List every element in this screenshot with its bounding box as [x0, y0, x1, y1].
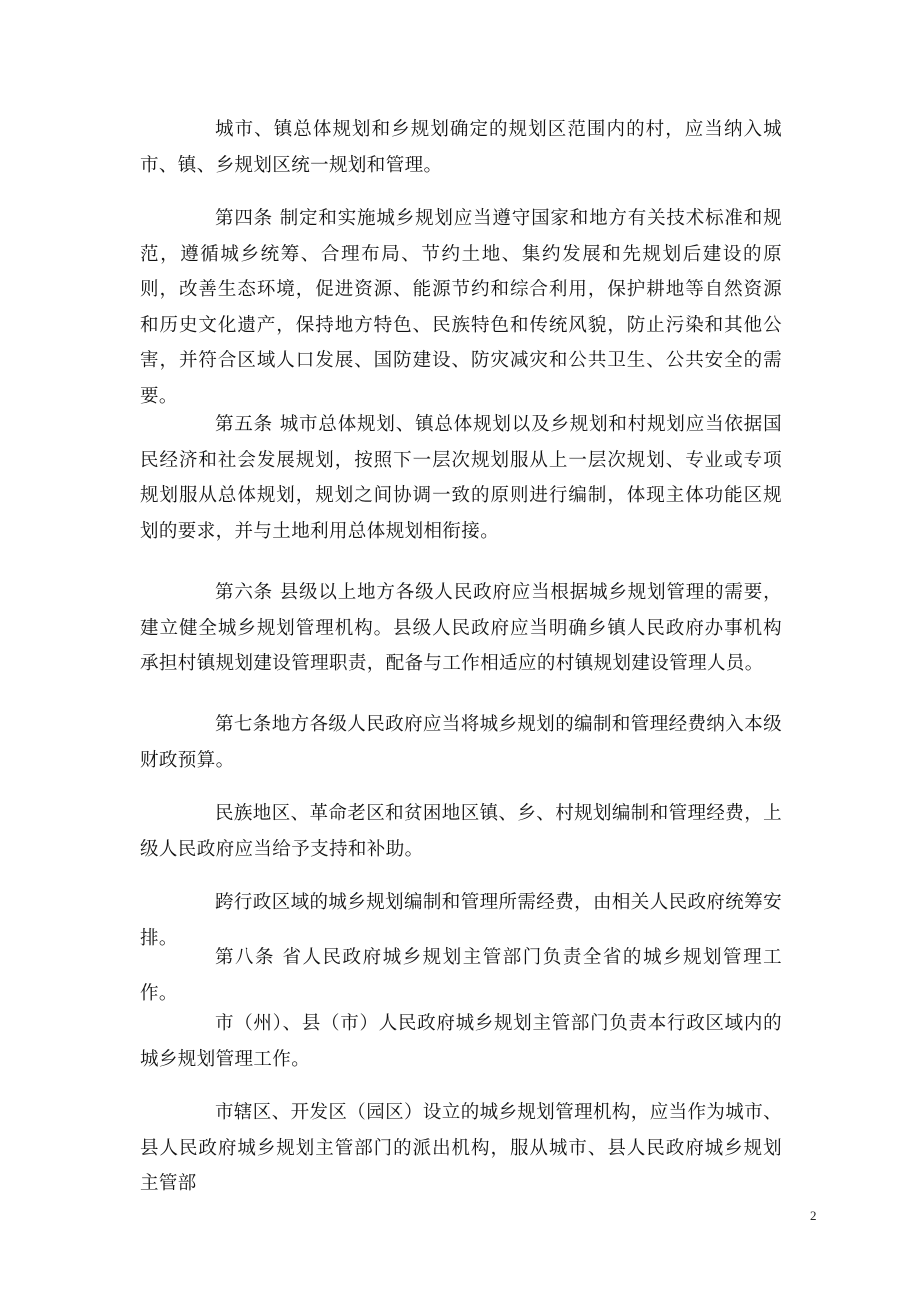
paragraph-cross-region-funding: 跨行政区域的城乡规划编制和管理所需经费，由相关人民政府统筹安排。	[140, 892, 783, 949]
paragraph-article-6: 第六条 县级以上地方各级人民政府应当根据城乡规划管理的需要，建立健全城乡规划管理机构。县级人民政府应当明确乡镇人民政府办事机构承担村镇规划建设管理职责，配备与工作相适应的村镇规划建设管理人员。	[140, 582, 782, 674]
paragraph-district-agencies: 市辖区、开发区（园区）设立的城乡规划管理机构，应当作为城市、县人民政府城乡规划主管部门的派出机构，服从城市、县人民政府城乡规划主管部	[140, 1102, 783, 1194]
paragraph-article-8: 第八条 省人民政府城乡规划主管部门负责全省的城乡规划管理工作。	[140, 947, 782, 1004]
paragraph-article-4: 第四条 制定和实施城乡规划应当遵守国家和地方有关技术标准和规范，遵循城乡统筹、合理布局、节约土地、集约发展和先规划后建设的原则，改善生态环境，促进资源、能源节约和综合利用，保护耕地等自然资源和历史文化遗产，保持地方特色、民族特色和传统风貌，防止污染和其他公害，并符合区域人口发展、国防建设、防灾减灾和公共卫生、公共安全的需要。	[140, 208, 782, 407]
paragraph-article-5: 第五条 城市总体规划、镇总体规划以及乡规划和村规划应当依据国民经济和社会发展规划，按照下一层次规划服从上一层次规划、专业或专项规划服从总体规划，规划之间协调一致的原则进行编制，体现主体功能区规划的要求，并与土地利用总体规划相衔接。	[140, 414, 782, 542]
paragraph-village-planning-scope: 城市、镇总体规划和乡规划确定的规划区范围内的村，应当纳入城市、镇、乡规划区统一规划和管理。	[140, 119, 782, 176]
page-number: 2	[810, 1208, 817, 1223]
paragraph-article-7: 第七条地方各级人民政府应当将城乡规划的编制和管理经费纳入本级财政预算。	[140, 714, 783, 771]
paragraph-funding-support: 民族地区、革命老区和贫困地区镇、乡、村规划编制和管理经费，上级人民政府应当给予支持和补助。	[140, 803, 783, 860]
paragraph-municipal-authority: 市（州）、县（市）人民政府城乡规划主管部门负责本行政区域内的城乡规划管理工作。	[140, 1013, 782, 1070]
